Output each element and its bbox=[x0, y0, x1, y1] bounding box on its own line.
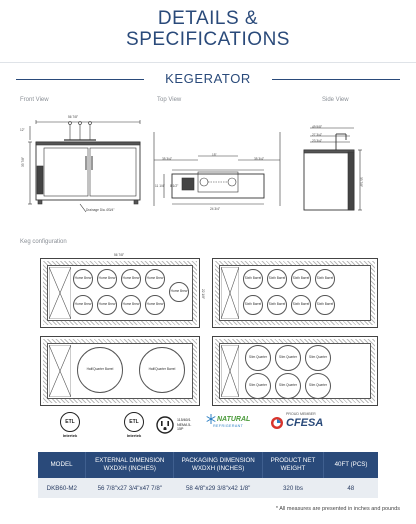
compressor-cross bbox=[221, 345, 239, 397]
keg-sixth-barrel: Sixth Barrel bbox=[243, 269, 263, 289]
keg-slim-quarter: Slim Quarter bbox=[305, 373, 331, 399]
keg-sixth-barrel: Sixth Barrel bbox=[291, 269, 311, 289]
cell-model: DKB60-M2 bbox=[38, 478, 86, 498]
col-header-model: MODEL bbox=[38, 452, 86, 478]
keg-panel-sixth-barrel bbox=[212, 258, 378, 328]
side-mid1-dim: 27 3/4" bbox=[312, 133, 322, 137]
keg-home-brew: Home Brew bbox=[145, 269, 165, 289]
side-mid2-dim: 23 3/4" bbox=[312, 139, 322, 143]
keg-slim-quarter: Slim Quarter bbox=[245, 373, 271, 399]
top-left-dim: 35 3/4" bbox=[162, 157, 172, 161]
front-view-label: Front View bbox=[20, 97, 49, 103]
keg-home-brew: Home Brew bbox=[121, 269, 141, 289]
keg-panel-slim-quarter bbox=[212, 336, 378, 406]
etl-caption: Intertek bbox=[62, 433, 78, 438]
side-top-dim: 49 5/8" bbox=[312, 125, 322, 129]
cell-external-dimension: 56 7/8"x27 3/4"x47 7/8" bbox=[86, 478, 174, 498]
cell-net-weight: 320 lbs bbox=[262, 478, 323, 498]
cell-packaging-dimension: 58 4/8"x29 3/8"x42 1/8" bbox=[174, 478, 262, 498]
snowflake-icon bbox=[206, 414, 216, 424]
table-row bbox=[38, 478, 378, 498]
plug-icon bbox=[156, 416, 174, 434]
keg-home-brew: Home Brew bbox=[121, 295, 141, 315]
top-view-label: Top View bbox=[157, 97, 182, 103]
title-divider bbox=[0, 62, 416, 63]
keg-slim-quarter: Slim Quarter bbox=[245, 345, 271, 371]
top-center-dim: 15" bbox=[212, 153, 217, 157]
keg-home-brew: Home Brew bbox=[169, 282, 189, 302]
section-line-right bbox=[272, 79, 400, 80]
front-width-dim: 56 7/8" bbox=[68, 115, 78, 119]
keg-home-brew: Home Brew bbox=[145, 295, 165, 315]
keg-sixth-barrel: Sixth Barrel bbox=[243, 295, 263, 315]
certification-row bbox=[60, 412, 360, 444]
spec-table bbox=[38, 452, 378, 498]
compressor-cross bbox=[221, 267, 239, 319]
section-title: KEGERATOR bbox=[165, 71, 251, 86]
etl-sanitation-caption: Intertek bbox=[126, 433, 142, 438]
col-header-40ft: 40FT (PCS) bbox=[324, 452, 378, 478]
front-view-drawing bbox=[20, 108, 144, 218]
keg-sixth-barrel: Sixth Barrel bbox=[267, 269, 287, 289]
nema-cert bbox=[156, 416, 197, 434]
side-height-dim: 33 7/8" bbox=[359, 177, 363, 187]
cell-40ft: 48 bbox=[324, 478, 378, 498]
keg-height-dim: 22 1/8" bbox=[201, 289, 205, 299]
etl-sanitation-cert bbox=[124, 412, 144, 438]
keg-half-quarter: Half/Quarter Barrel bbox=[77, 347, 123, 393]
keg-config-label: Keg configuration bbox=[20, 239, 67, 245]
top-depth-b-dim: 8 1/2" bbox=[170, 184, 179, 188]
natural-refrigerant-cert bbox=[206, 414, 250, 428]
compressor-cross bbox=[49, 267, 71, 319]
front-top-dim: 12" bbox=[20, 128, 25, 132]
drainage-dim: Drainage Dia. Ø3/4" bbox=[86, 208, 115, 212]
keg-slim-quarter: Slim Quarter bbox=[275, 345, 301, 371]
top-view-drawing bbox=[152, 108, 284, 216]
title-line-2: SPECIFICATIONS bbox=[126, 29, 290, 50]
keg-slim-quarter: Slim Quarter bbox=[305, 345, 331, 371]
top-right-dim: 35 3/4" bbox=[254, 157, 264, 161]
compressor-cross bbox=[49, 345, 71, 397]
title-line-1: DETAILS & bbox=[157, 8, 259, 29]
nema-caption: 115/60/1 NEMA 5-15P bbox=[177, 418, 192, 432]
page-title bbox=[0, 8, 416, 50]
natural-subtext: REFRIGERANT bbox=[213, 424, 244, 428]
cfesa-cert bbox=[270, 412, 323, 430]
keg-sixth-barrel: Sixth Barrel bbox=[267, 295, 287, 315]
keg-home-brew: Home Brew bbox=[97, 295, 117, 315]
top-depth-a-dim: 11 1/4" bbox=[155, 184, 165, 188]
front-height-dim: 33 7/8" bbox=[21, 157, 25, 167]
etl-logo-icon: ETL bbox=[60, 412, 80, 432]
keg-width-dim: 56 7/8" bbox=[114, 253, 124, 257]
keg-panel-half-quarter bbox=[40, 336, 200, 406]
cfesa-swirl-icon bbox=[270, 416, 284, 430]
table-header-row bbox=[38, 452, 378, 478]
col-header-external-dimension: EXTERNAL DIMENSION WXDXH (INCHES) bbox=[86, 452, 174, 478]
section-heading bbox=[16, 70, 400, 88]
footnote: * All measures are presented in inches and pounds bbox=[275, 506, 400, 512]
etl-sanitation-logo-icon: ETL bbox=[124, 412, 144, 432]
cfesa-text: CFESA bbox=[286, 417, 324, 429]
keg-half-quarter: Half/Quarter Barrel bbox=[139, 347, 185, 393]
etl-cert bbox=[60, 412, 80, 438]
side-view-label: Side View bbox=[322, 97, 349, 103]
top-width-dim: 24 3/4" bbox=[210, 207, 220, 211]
keg-home-brew: Home Brew bbox=[97, 269, 117, 289]
col-header-packaging-dimension: PACKAGING DIMENSION WXDXH (INCHES) bbox=[174, 452, 262, 478]
keg-sixth-barrel: Sixth Barrel bbox=[315, 295, 335, 315]
cfesa-top-text: PROUD MEMBER bbox=[286, 412, 316, 416]
keg-sixth-barrel: Sixth Barrel bbox=[291, 295, 311, 315]
keg-sixth-barrel: Sixth Barrel bbox=[315, 269, 335, 289]
side-view-drawing bbox=[290, 108, 370, 218]
keg-panel-home-brew bbox=[40, 258, 200, 328]
natural-text: NATURAL bbox=[217, 415, 251, 423]
keg-slim-quarter: Slim Quarter bbox=[275, 373, 301, 399]
col-header-net-weight: PRODUCT NET WEIGHT bbox=[262, 452, 323, 478]
keg-home-brew: Home Brew bbox=[73, 295, 93, 315]
keg-home-brew: Home Brew bbox=[73, 269, 93, 289]
